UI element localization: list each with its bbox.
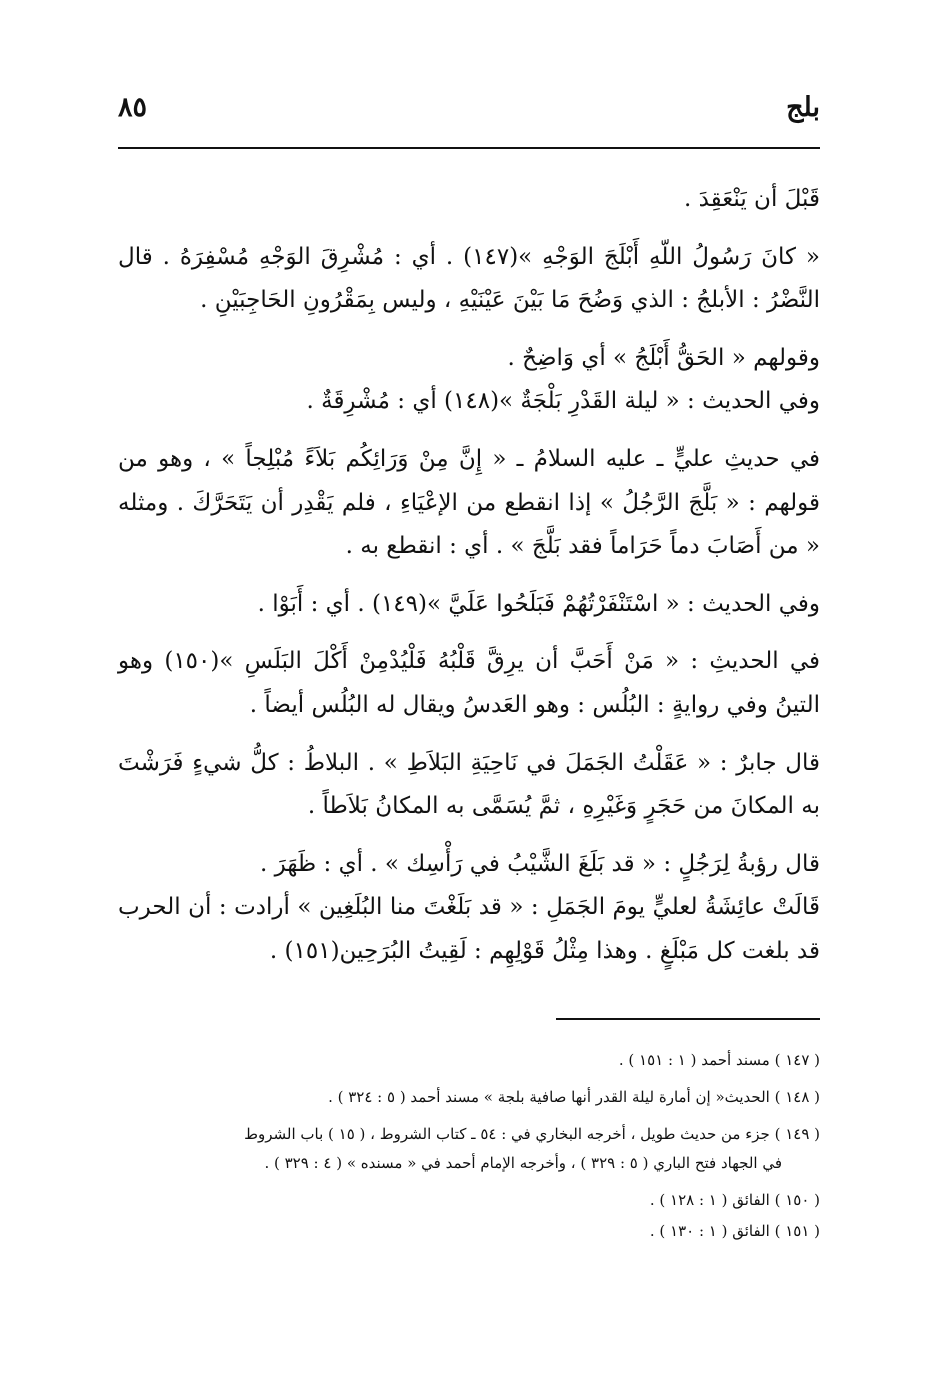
footnote-150: ( ١٥٠ ) الفائق ( ١ : ١٢٨ ) . <box>649 1191 820 1209</box>
paragraph: قال رؤبةُ لِرَجُلٍ : « قد بَلَغَ الشَّيْبُ في رَأْسِك » . أي : ظَهَرَ . <box>260 850 820 877</box>
paragraph: قال جابرٌ : « عَقَلْتُ الجَمَلَ في نَاحِيَةِ البَلاَطِ » . البلاطُ : كلُّ شيءٍ فَرَشْتَ به المكانَ من حَجَرٍ وَغَيْرِهِ ، ثمَّ يُسَمَّى به المكانُ بَلاَطاً . <box>118 749 820 820</box>
footnote-147: ( ١٤٧ ) مسند أحمد ( ١ : ١٥١ ) . <box>618 1051 820 1069</box>
paragraph: وفي الحديث : « اسْتَنْفَرْتُهُمْ فَبَلَحُوا عَلَيَّ »(١٤٩) . أي : أَبَوْا . <box>257 590 820 617</box>
running-head: بلج <box>786 92 820 123</box>
footnote-151: ( ١٥١ ) الفائق ( ١ : ١٣٠ ) . <box>649 1222 820 1240</box>
paragraph: في الحديثِ : « مَنْ أَحَبَّ أن يرِقَّ قَلْبُهُ فَلْيُدْمِنْ أَكْلَ البَلَسِ »(١٥٠) وهو التينُ وفي روايةٍ : البُلُس : وهو العَدسُ ويقال له البُلُس أيضاً . <box>118 648 821 718</box>
page-number: ٨٥ <box>118 92 148 123</box>
footnotes <box>118 1046 820 1248</box>
footnote-148: ( ١٤٨ ) الحديث« إن أمارة ليلة القدر أنها صافية بلجة » مسند أحمد ( ٥ : ٣٢٤ ) . <box>328 1088 820 1106</box>
paragraph: وفي الحديث : « ليلة القَدْرِ بَلْجَةٌ »(١٤٨) أي : مُشْرِقَةٌ . <box>306 388 820 415</box>
footnote-149 <box>118 1120 820 1178</box>
paragraph: في حديثِ عليٍّ ـ عليه السلامُ ـ « إِنَّ مِنْ وَرَائِكُم بَلاَءً مُبْلِجاً » ، وهو من قولهم : « بَلَّجَ الرَّجُلُ » إذا انقطع من الإعْيَاءِ ، فلم يَقْدِر أن يَتَحَرَّكَ . ومثله « من أَصَابَ دماً حَرَاماً فقد بَلَّجَ » . أي : انقطع به . <box>118 445 820 560</box>
paragraph: قَالَتْ عائِشَةُ لعليٍّ يومَ الجَمَلِ : « قد بَلَغْتَ منا البُلَغِين » أرادت : أن الحرب قد بلغت كل مَبْلَغٍ . وهذا مِثْلُ قَوْلِهِم : لَقِيتُ البُرَحِين(١٥١) . <box>118 894 820 964</box>
main-text <box>118 178 820 974</box>
footnote-149-line-1: ( ١٤٩ ) جزء من حديث طويل ، أخرجه البخاري في : ٥٤ ـ كتاب الشروط ، ( ١٥ ) باب الشروط <box>244 1125 820 1143</box>
page-header <box>118 92 820 132</box>
footnote-149-line-2: في الجهاد فتح الباري ( ٥ : ٣٢٩ ) ، وأخرجه الإمام أحمد في « مسنده » ( ٤ : ٣٢٩ ) . <box>264 1154 782 1172</box>
header-rule <box>118 147 820 149</box>
paragraph: قَبْلَ أن يَنْعَقِدَ . <box>683 186 820 212</box>
paragraph: « كانَ رَسُولُ اللّهِ أَبْلَجَ الوَجْهِ »(١٤٧) . أي : مُشْرِقَ الوَجْهِ مُسْفِرَهُ . قال النَّضْرُ : الأبلجُ : الذي وَضُحَ مَا بَيْنَ عَيْنَيْهِ ، وليس بِمَقْرُونِ الحَاجِبَيْنِ . <box>118 243 820 314</box>
paragraph: وقولهم « الحَقُّ أَبْلَجُ » أي وَاضِحٌ . <box>507 344 820 371</box>
footnote-rule <box>556 1018 820 1020</box>
